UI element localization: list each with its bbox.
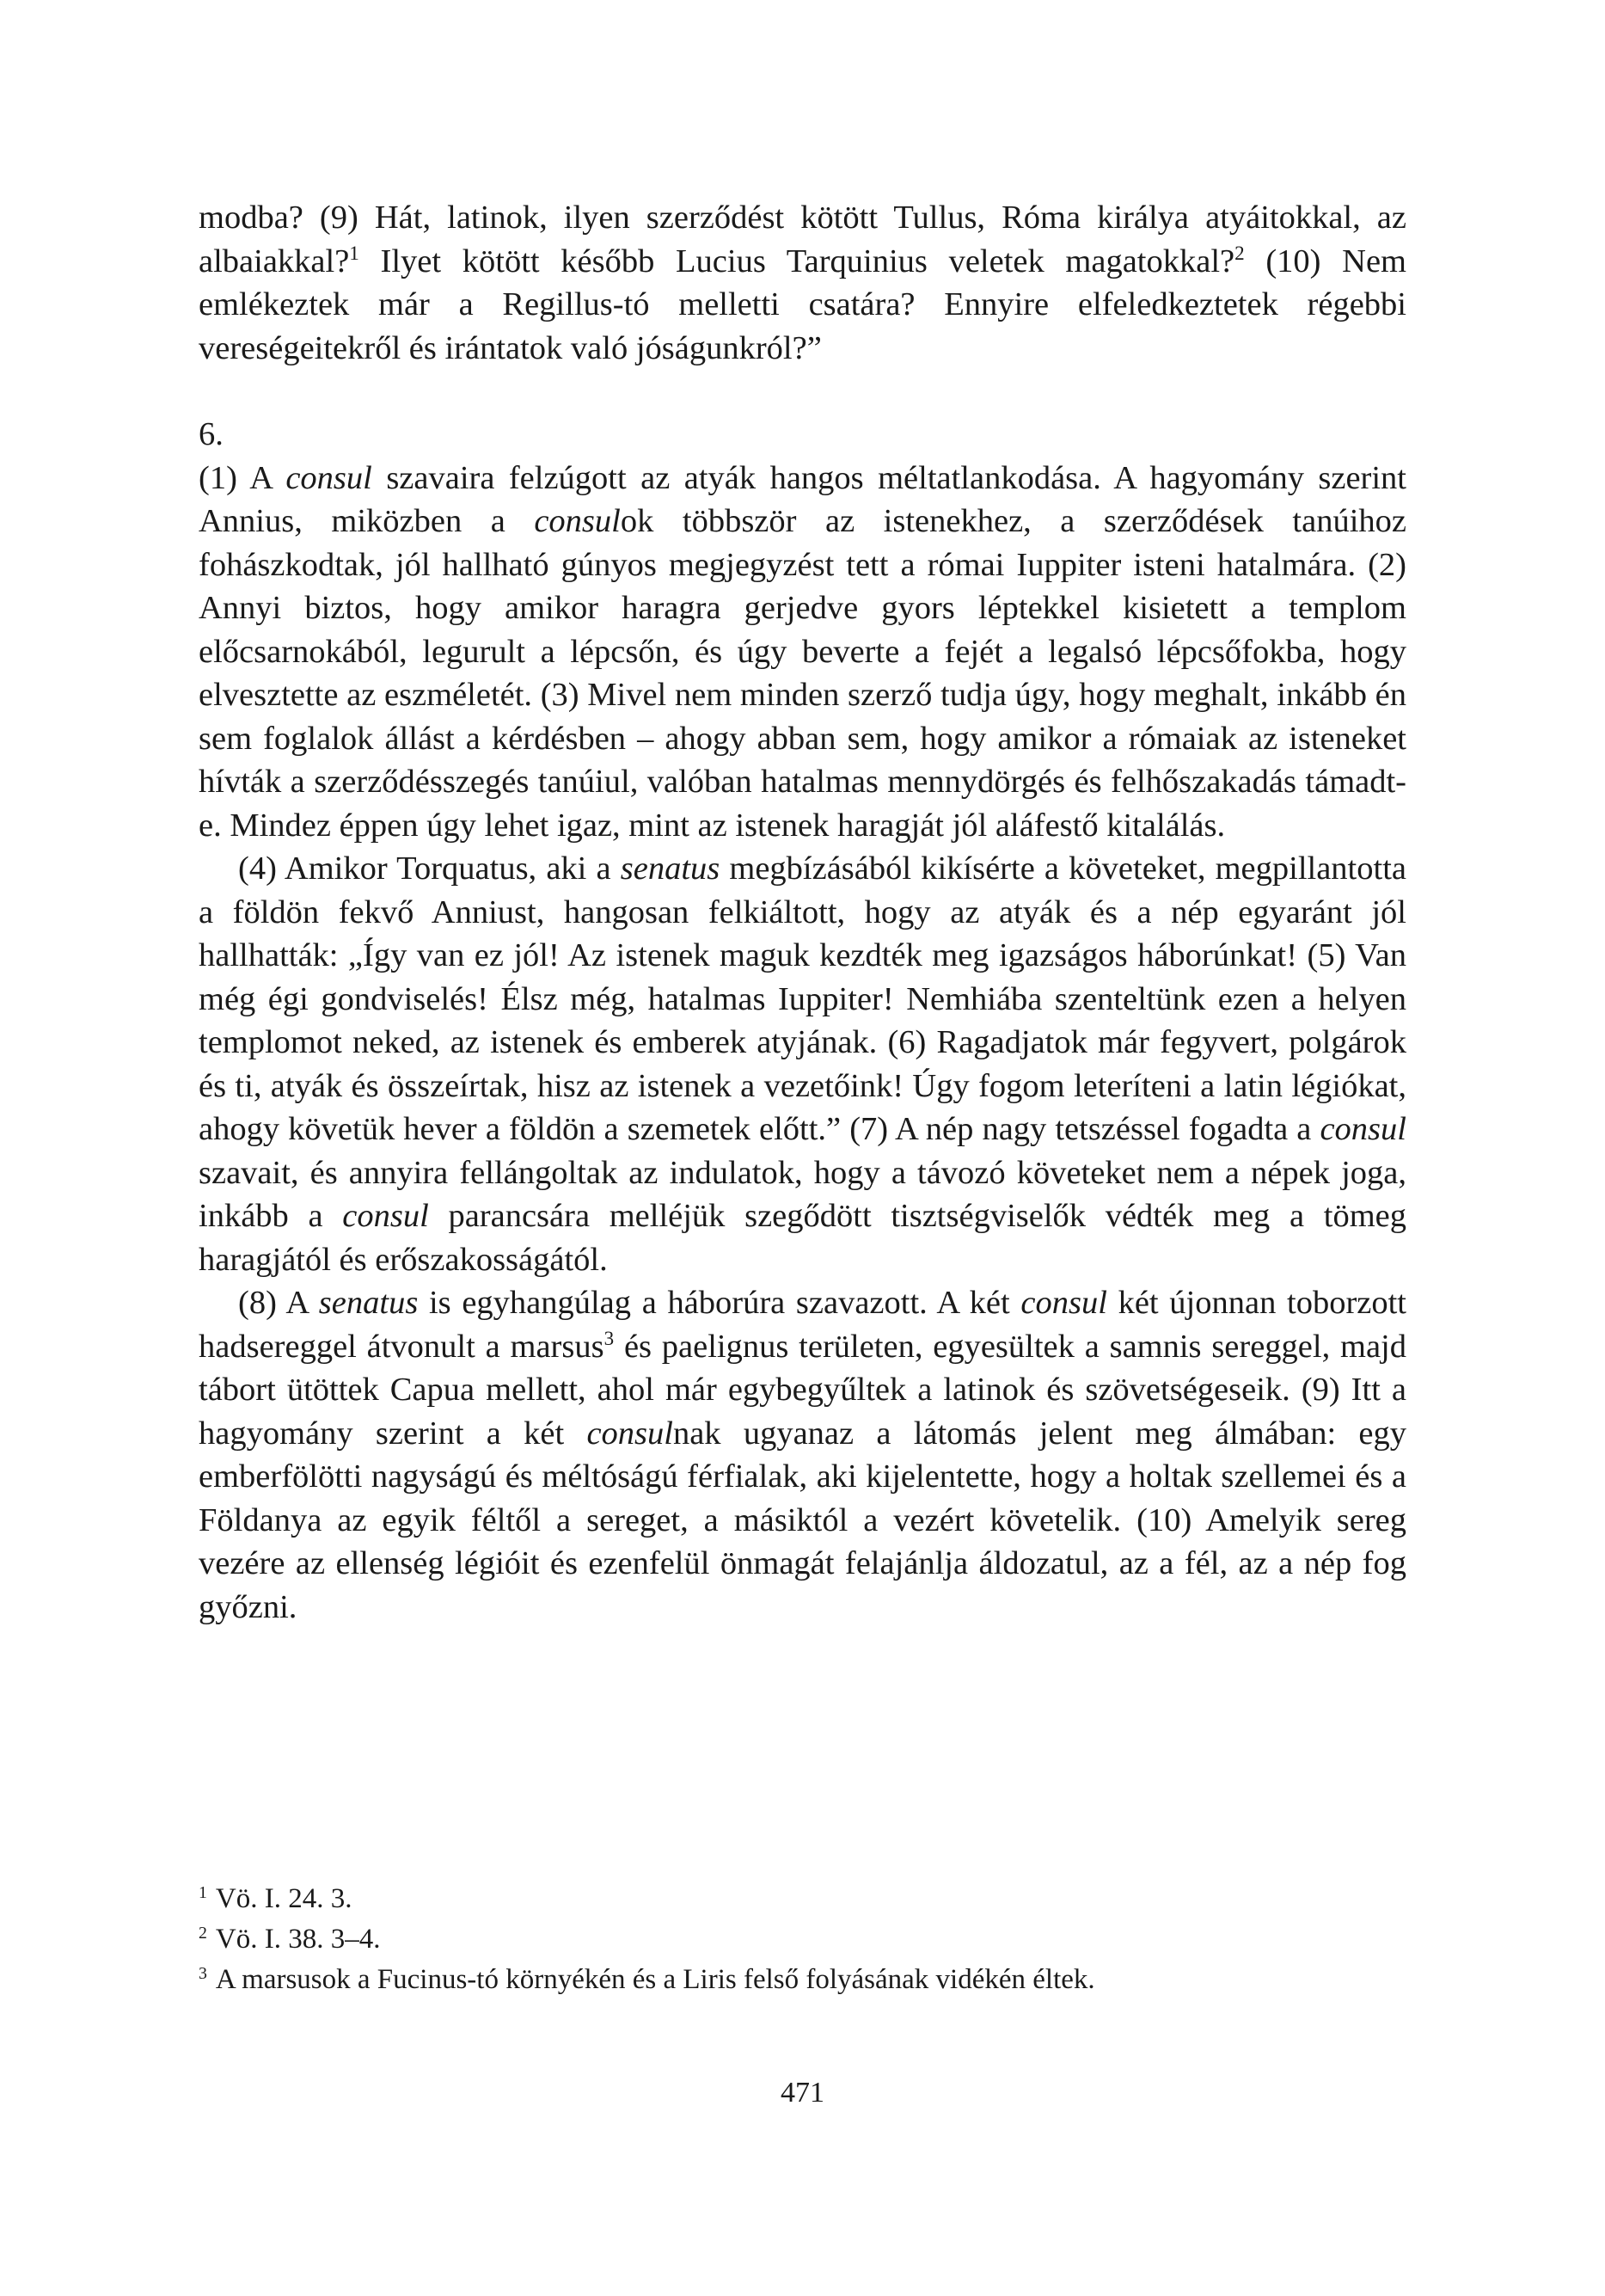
italic-term: senatus	[318, 1285, 419, 1321]
italic-term: consul	[586, 1415, 673, 1452]
paragraph-3	[199, 847, 1406, 1281]
main-text	[199, 196, 1406, 1629]
text-run: modba? (9) Hát, latinok, ilyen szerződést kötött Tullus, Róma királya atyáitokkal, az albaiakkal?	[199, 200, 1406, 279]
footnote	[199, 1920, 1406, 1958]
footnote-text: Vö. I. 24. 3.	[215, 1883, 352, 1914]
footnote-marker: 2	[199, 1924, 207, 1943]
italic-term: consul	[1020, 1285, 1107, 1321]
text-run: is egyhangúlag a háborúra szavazott. A két	[418, 1285, 1021, 1321]
footnote-marker: 1	[199, 1883, 207, 1903]
text-run: (1) A	[199, 459, 286, 496]
italic-term: consul	[285, 459, 372, 496]
text-run: Ilyet kötött később Lucius Tarquinius veletek magatokkal?	[358, 242, 1235, 279]
paragraph-2	[199, 457, 1406, 848]
paragraph-1	[199, 196, 1406, 370]
footnote-marker: 3	[199, 1964, 207, 1984]
text-run: szavaira felzúgott az atyák hangos méltatlankodása. A hagyomány szerint Annius, miközben a	[199, 459, 1407, 539]
italic-term: senatus	[620, 850, 720, 887]
footnote-ref: 1	[349, 241, 359, 264]
footnotes	[199, 1880, 1406, 2001]
text-run: (4) Amikor Torquatus, aki a	[238, 850, 621, 887]
footnote-text: Vö. I. 38. 3–4.	[215, 1924, 381, 1955]
text-run: megbízásából kikísérte a követeket, megpillantotta a földön fekvő Anniust, hangosan felkiáltott, hogy az atyák és a nép egyaránt jól hallhatták: „Így van ez jól! Az istenek maguk kezdték meg igazságos háborúnkat! (5) Van még égi gondviselés! Élsz még, hatalmas Iuppiter! Nemhiába szenteltünk ezen a helyen templomot neked, az istenek és emberek atyjának. (6) Ragadjatok már fegyvert, polgárok és ti, atyák és összeírtak, hisz az istenek a vezetőink! Úgy fogom leteríteni a latin légiókat, ahogy követük hever a földön a szemetek előtt.” (7) A nép nagy tetszéssel fogadta a	[199, 850, 1406, 1147]
text-run: parancsára melléjük szegődött tisztségviselők védték meg a tömeg haragjától és erőszakosságától.	[199, 1198, 1406, 1278]
italic-term: consul	[1320, 1111, 1406, 1147]
footnote-text: A marsusok a Fucinus-tó környékén és a Liris felső folyásának vidékén éltek.	[215, 1964, 1095, 1995]
chapter-number: 6.	[199, 416, 224, 452]
paragraph-4	[199, 1281, 1406, 1629]
italic-term: consul	[534, 503, 621, 539]
page-number: 471	[781, 2077, 824, 2109]
footnote-ref: 3	[603, 1326, 615, 1349]
italic-term: consul	[342, 1198, 429, 1234]
text-run: és paelignus területen, egyesültek a samnis sereggel, majd tábort ütöttek Capua mellett, ahol már egybegyűltek a latinok és szövetségeseik. (9) Itt a hagyomány szerint a két	[199, 1328, 1406, 1452]
footnote	[199, 1961, 1406, 1998]
text-run: nak ugyanaz a látomás jelent meg álmában: egy emberfölötti nagyságú és méltóságú férfialak, aki kijelentette, hogy a holtak szellemei és a Földanya az egyik féltől a sereget, a másiktól a vezért követelik. (10) Amelyik sereg vezére az ellenség légióit és ezenfelül önmagát felajánlja áldozatul, az a fél, az a nép fog győzni.	[199, 1415, 1407, 1625]
text-run: szavait, és annyira fellángoltak az indulatok, hogy a távozó követeket nem a népek joga, inkább a	[199, 1154, 1406, 1234]
footnote	[199, 1880, 1406, 1918]
text-run: két újonnan toborzott hadsereggel átvonult a marsus	[199, 1285, 1406, 1365]
footnote-ref: 2	[1234, 241, 1245, 264]
text-run: (10) Nem emlékeztek már a Regillus-tó melletti csatára? Ennyire elfeledkeztetek régebbi vereségeitekről és irántatok való jóságunkról?”	[199, 242, 1406, 366]
text-run: ok többször az istenekhez, a szerződések tanúihoz fohászkodtak, jól hallható gúnyos megjegyzést tett a római Iuppiter isteni hatalmára. (2) Annyi biztos, hogy amikor haragra gerjedve gyors léptekkel kisietett a templom előcsarnokából, legurult a lépcsőn, és úgy beverte a fejét a legalsó lépcsőfokba, hogy elvesztette az eszméletét. (3) Mivel nem minden szerző tudja úgy, hogy meghalt, inkább én sem foglalok állást a kérdésben – ahogy abban sem, hogy amikor a rómaiak az isteneket hívták a szerződésszegés tanúiul, valóban hatalmas mennydörgés és felhőszakadás támadt-e. Mindez éppen úgy lehet igaz, mint az istenek haragját jól aláfestő kitalálás.	[199, 503, 1406, 844]
text-run: (8) A	[238, 1285, 319, 1321]
